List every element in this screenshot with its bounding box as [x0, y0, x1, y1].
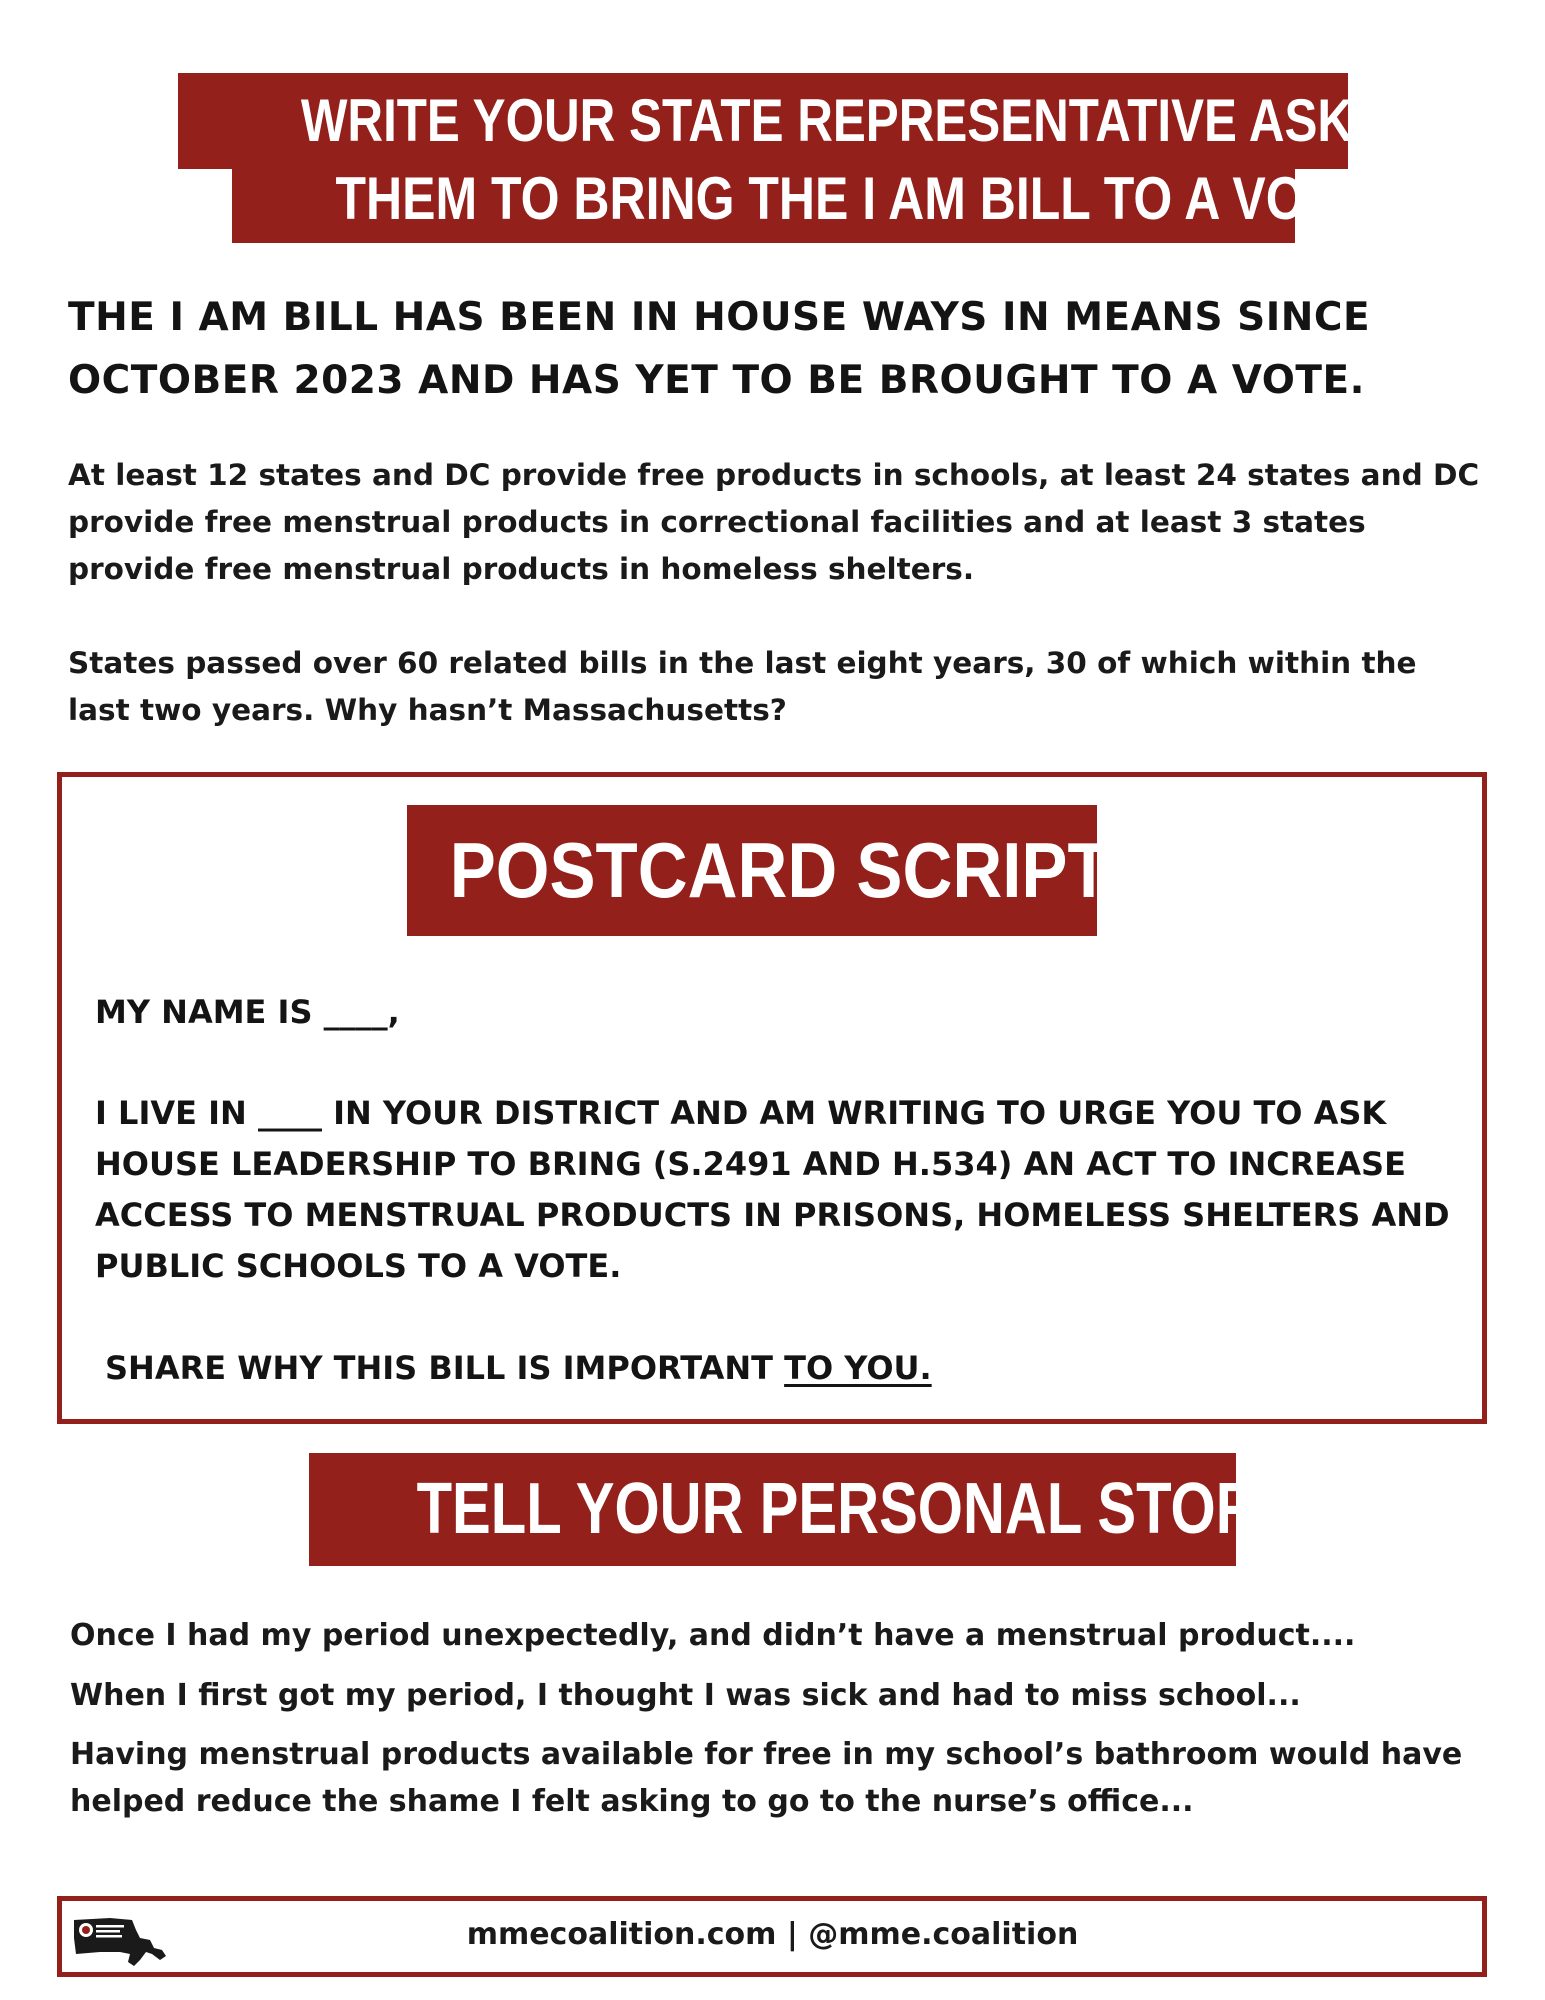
title-line-2: THEM TO BRING THE I AM BILL TO A VOTE	[232, 159, 1295, 243]
story-example: Having menstrual products available for free in my school’s bathroom would have helped reduce the shame I felt asking to go to the nurse’s office...	[70, 1737, 1463, 1819]
footer-contact: mmecoalition.com | @mme.coalition	[466, 1917, 1079, 1952]
intro-paragraph-bills: States passed over 60 related bills in the last eight years, 30 of which within the last two years. Why hasn’t Massachusetts?	[68, 646, 1417, 727]
postcard-share-line	[105, 1343, 1475, 1394]
postcard-body: I LIVE IN ____ IN YOUR DISTRICT AND AM WRITING TO URGE YOU TO ASK HOUSE LEADERSHIP TO BRING (S.2491 AND H.534) AN ACT TO INCREASE ACCESS TO MENSTRUAL PRODUCTS IN PRISONS, HOMELESS SHELTERS AND PUBLIC SCHOOLS TO A VOTE.	[95, 1094, 1450, 1285]
title-line-1: WRITE YOUR STATE REPRESENTATIVE ASKING	[178, 73, 1348, 169]
story-heading: TELL YOUR PERSONAL STORY!	[309, 1453, 1236, 1566]
headline: THE I AM BILL HAS BEEN IN HOUSE WAYS IN MEANS SINCE OCTOBER 2023 AND HAS YET TO BE BROUGHT TO A VOTE.	[68, 295, 1371, 403]
story-example: When I first got my period, I thought I was sick and had to miss school...	[70, 1678, 1301, 1713]
postcard-name-line: MY NAME IS ____,	[95, 993, 400, 1031]
postcard-script-heading: POSTCARD SCRIPT	[407, 805, 1097, 936]
intro-paragraph-states: At least 12 states and DC provide free products in schools, at least 24 states and DC provide free menstrual products in correctional facilities and at least 3 states provide free menstrual products in homeless shelters.	[68, 458, 1480, 586]
share-prefix: SHARE WHY THIS BILL IS IMPORTANT	[105, 1349, 785, 1387]
share-emphasis: TO YOU.	[784, 1349, 932, 1387]
story-example: Once I had my period unexpectedly, and didn’t have a menstrual product....	[70, 1618, 1356, 1653]
